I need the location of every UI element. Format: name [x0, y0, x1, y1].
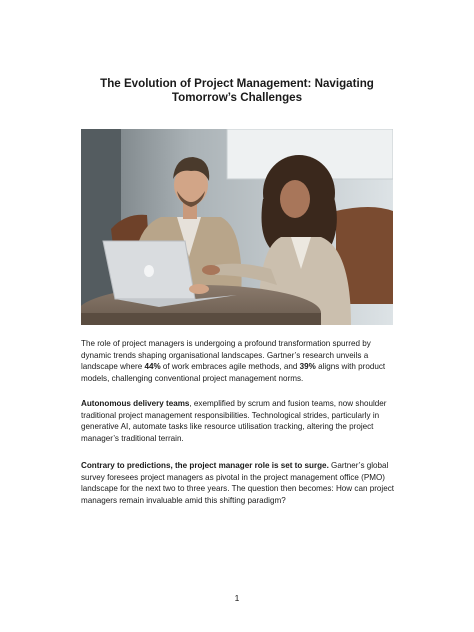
stat-39-percent: 39% [299, 362, 316, 372]
paragraph-1-text-3: aligns with product models, challenging conventional project management norms. [81, 362, 386, 383]
document-title [60, 77, 414, 105]
title-line-2: Tomorrow’s Challenges [171, 91, 303, 104]
title-line-1: The Evolution of Project Management: Navigating [100, 77, 374, 90]
paragraph-3-lead: Contrary to predictions, the project manager role is set to surge. [81, 461, 329, 470]
paragraph-3-text: Gartner’s global survey foresees project managers as pivotal in the project management office (PMO) landscape for the next two to three years. The question then becomes: How can project managers remain invaluable amid this shifting paradigm? [81, 461, 394, 505]
paragraph-1-text-2: of work embraces agile methods, and [160, 362, 300, 372]
paragraph-2 [81, 398, 399, 444]
paragraph-1-text-1: The role of project managers is undergoing a profound transformation spurred by dynamic trends shaping organisational landscapes. Gartner’s research unveils a landscape where [81, 339, 371, 372]
paragraph-3 [81, 460, 399, 506]
paragraph-2-lead: Autonomous delivery teams [81, 399, 190, 408]
stat-44-percent: 44% [144, 362, 161, 372]
paragraph-1 [81, 338, 399, 384]
meeting-photo [81, 129, 393, 325]
page-number: 1 [234, 593, 240, 603]
paragraph-2-text: , exemplified by scrum and fusion teams, now shoulder traditional project management responsibilities. Technological strides, particularly in generative AI, automate tasks like resource utilisation tracking, altering the project manager’s traditional terrain. [81, 399, 387, 443]
